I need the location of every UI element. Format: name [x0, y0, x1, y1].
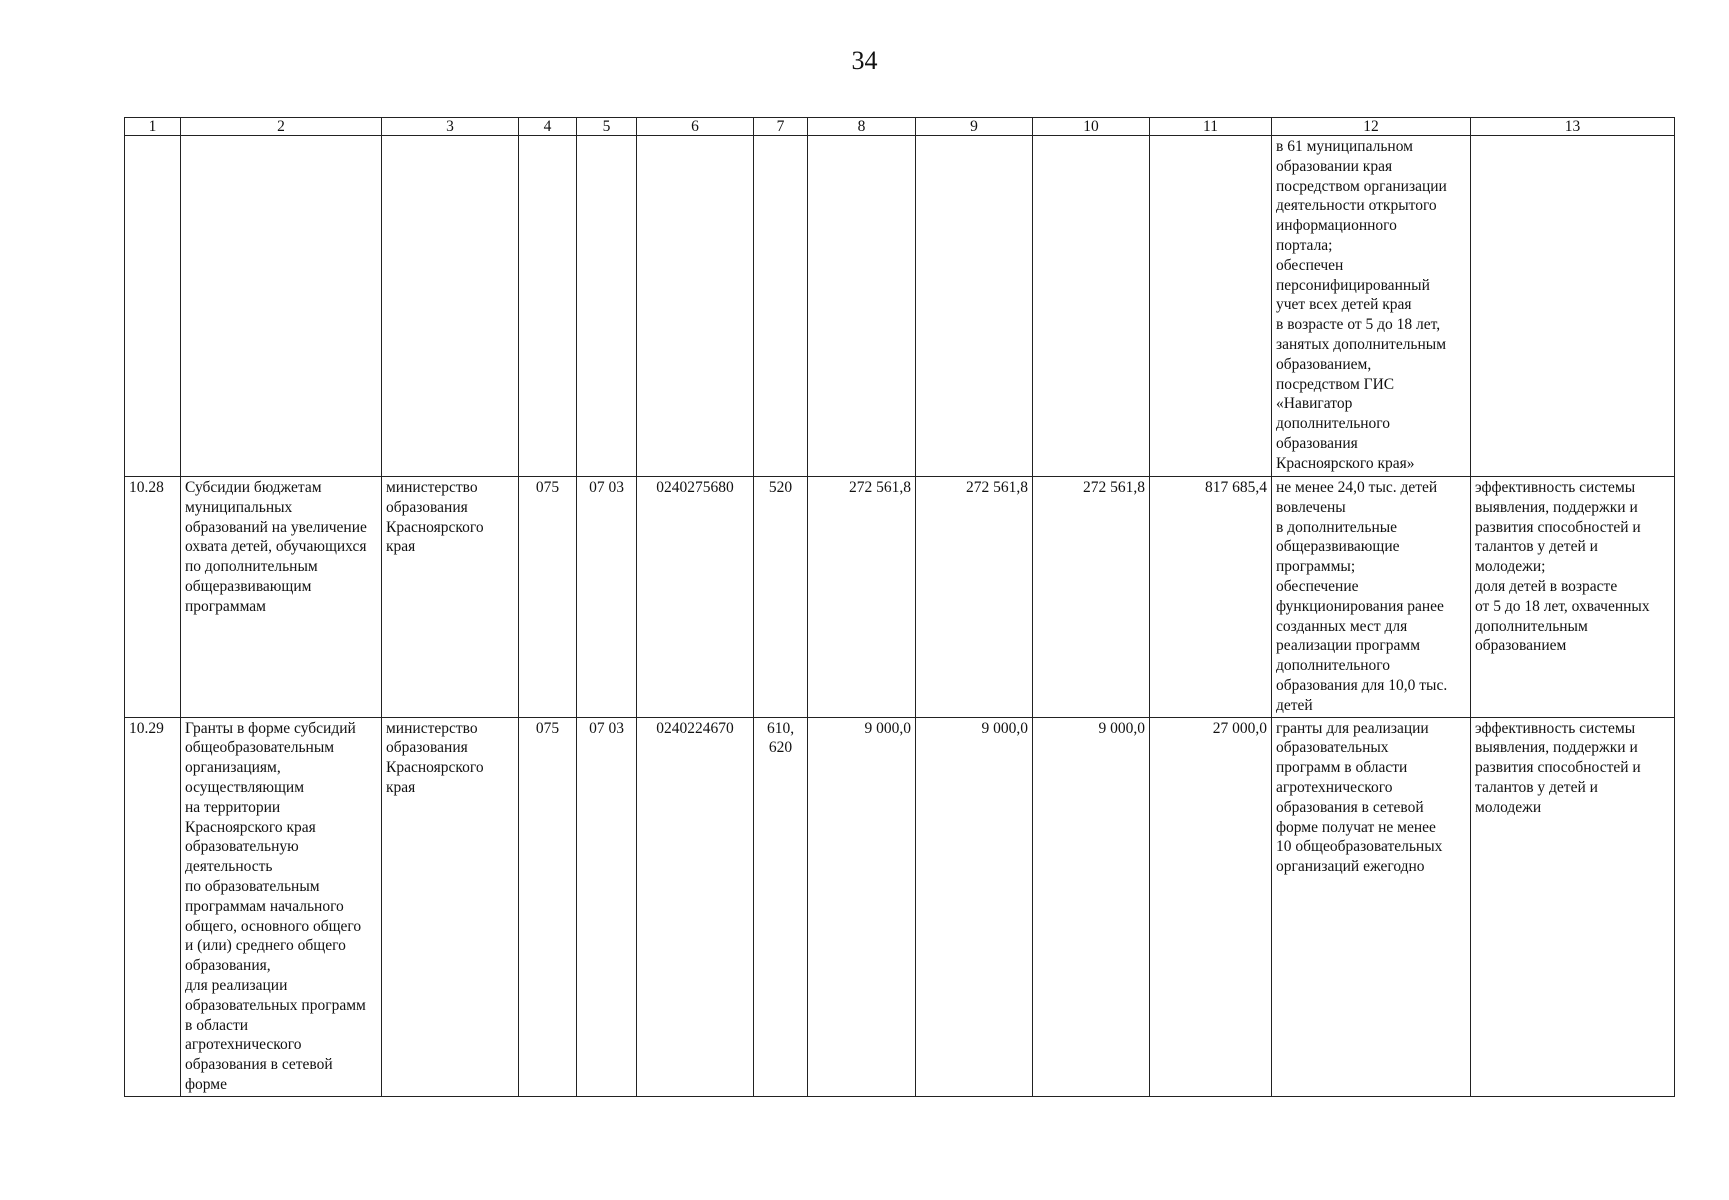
target-article-cell: 0240224670 — [637, 717, 754, 1096]
column-header: 2 — [181, 118, 382, 136]
empty-cell — [916, 136, 1033, 477]
year1-amount-cell: 272 561,8 — [808, 477, 916, 718]
total-amount-cell: 817 685,4 — [1150, 477, 1272, 718]
row-number-cell: 10.29 — [125, 717, 181, 1096]
empty-cell — [637, 136, 754, 477]
empty-cell — [181, 136, 382, 477]
column-header: 11 — [1150, 118, 1272, 136]
measure-name-cell: Гранты в форме субсидий общеобразовательным организациям, осуществляющим на территории Красноярского края образовательную деятельность по образовательным программам начального общего, основного общего и (или) среднего общего образования, для реализации образовательных программ в области агротехнического образования в сетевой форме — [181, 717, 382, 1096]
empty-cell — [577, 136, 637, 477]
empty-cell — [382, 136, 519, 477]
empty-cell — [1471, 136, 1675, 477]
year3-amount-cell: 9 000,0 — [1033, 717, 1150, 1096]
year2-amount-cell: 9 000,0 — [916, 717, 1033, 1096]
continuation-row — [125, 136, 1675, 477]
executor-cell: министерство образования Красноярского края — [382, 717, 519, 1096]
empty-cell — [125, 136, 181, 477]
column-number-header-row — [125, 118, 1675, 136]
year2-amount-cell: 272 561,8 — [916, 477, 1033, 718]
row-number-cell: 10.28 — [125, 477, 181, 718]
column-header: 6 — [637, 118, 754, 136]
program-measures-table — [124, 117, 1675, 1097]
year1-amount-cell: 9 000,0 — [808, 717, 916, 1096]
expected-result-cell: в 61 муниципальном образовании края посредством организации деятельности открытого информационного портала; обеспечен персонифицированный учет всех детей края в возрасте от 5 до 18 лет, занятых дополнительным образованием, посредством ГИС «Навигатор дополнительного образования Красноярского края» — [1272, 136, 1471, 477]
executor-cell: министерство образования Красноярского края — [382, 477, 519, 718]
empty-cell — [1150, 136, 1272, 477]
empty-cell — [519, 136, 577, 477]
column-header: 4 — [519, 118, 577, 136]
column-header: 1 — [125, 118, 181, 136]
column-header: 9 — [916, 118, 1033, 136]
expected-result-cell: гранты для реализации образовательных программ в области агротехнического образования в сетевой форме получат не менее 10 общеобразовательных организаций ежегодно — [1272, 717, 1471, 1096]
column-header: 8 — [808, 118, 916, 136]
column-header: 10 — [1033, 118, 1150, 136]
column-header: 3 — [382, 118, 519, 136]
grbs-code-cell: 075 — [519, 477, 577, 718]
section-code-cell: 07 03 — [577, 477, 637, 718]
column-header: 13 — [1471, 118, 1675, 136]
section-code-cell: 07 03 — [577, 717, 637, 1096]
empty-cell — [808, 136, 916, 477]
expense-type-cell: 520 — [754, 477, 808, 718]
expected-result-cell: не менее 24,0 тыс. детей вовлечены в дополнительные общеразвивающие программы; обеспечение функционирования ранее созданных мест для реализации программ дополнительного образования для 10,0 тыс. детей — [1272, 477, 1471, 718]
table-row — [125, 477, 1675, 718]
empty-cell — [754, 136, 808, 477]
year3-amount-cell: 272 561,8 — [1033, 477, 1150, 718]
column-header: 5 — [577, 118, 637, 136]
column-header: 12 — [1272, 118, 1471, 136]
column-header: 7 — [754, 118, 808, 136]
measure-name-cell: Субсидии бюджетам муниципальных образований на увеличение охвата детей, обучающихся по дополнительным общеразвивающим программам — [181, 477, 382, 718]
empty-cell — [1033, 136, 1150, 477]
table-row — [125, 717, 1675, 1096]
indicator-cell: эффективность системы выявления, поддержки и развития способностей и талантов у детей и молодежи; доля детей в возрасте от 5 до 18 лет, охваченных дополнительным образованием — [1471, 477, 1675, 718]
grbs-code-cell: 075 — [519, 717, 577, 1096]
page-number: 34 — [851, 46, 878, 75]
expense-type-cell: 610, 620 — [754, 717, 808, 1096]
total-amount-cell: 27 000,0 — [1150, 717, 1272, 1096]
indicator-cell: эффективность системы выявления, поддержки и развития способностей и талантов у детей и молодежи — [1471, 717, 1675, 1096]
target-article-cell: 0240275680 — [637, 477, 754, 718]
